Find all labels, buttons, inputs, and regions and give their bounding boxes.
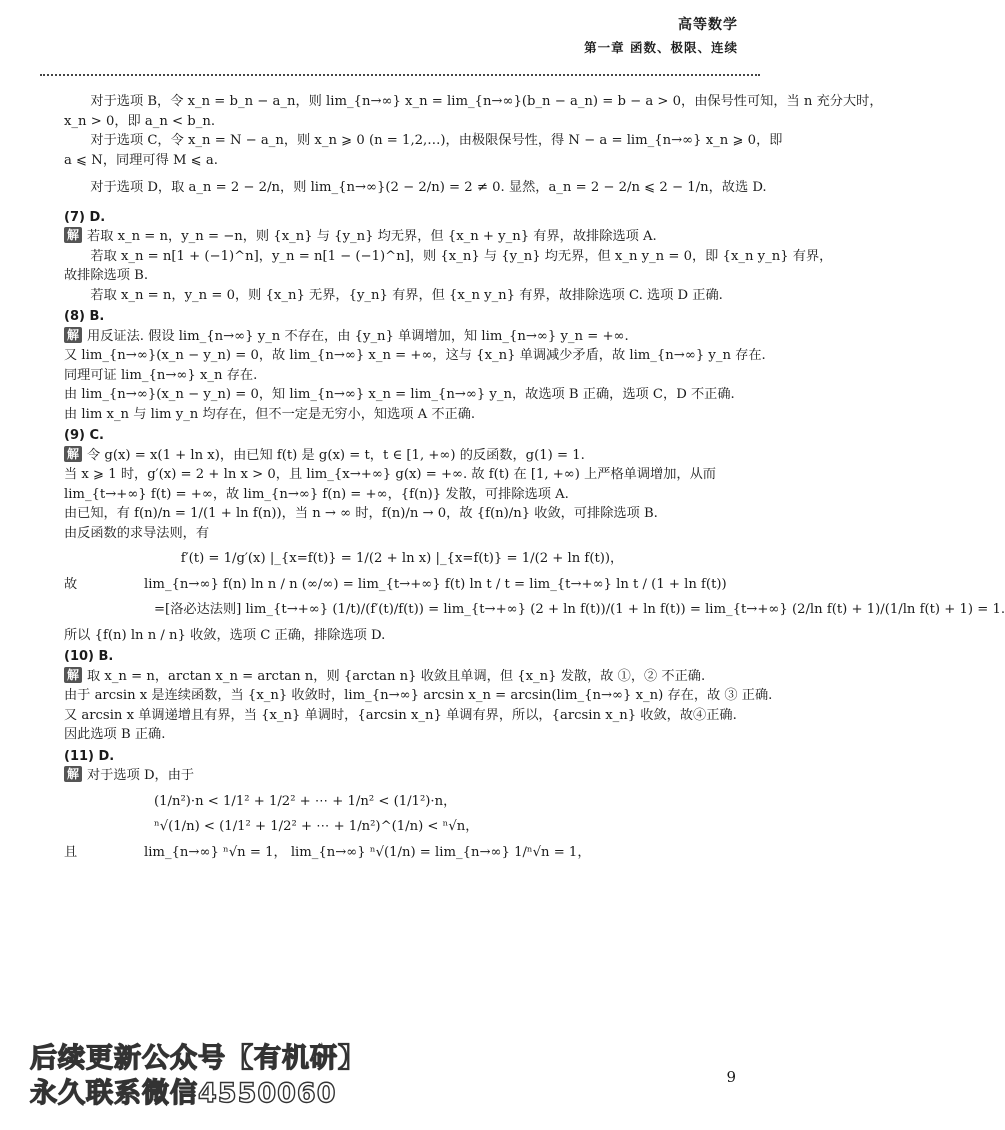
page-body [64,92,1005,862]
text-line: 若取 x_n = n，y_n = −n，则 {x_n} 与 {y_n} 均无界，但 {x_n + y_n} 有界，故排除选项 A. [87,229,657,244]
text-line: 对于选项 D，由于 [87,768,195,783]
text-line: 由于 arcsin x 是连续函数，当 {x_n} 收敛时，lim_{n→∞} arcsin x_n = arcsin(lim_{n→∞} x_n) 存在，故 ③ 正确. [64,688,773,703]
text-line: 若取 x_n = n[1 + (−1)^n]，y_n = n[1 − (−1)^n]，则 {x_n} 与 {y_n} 均无界，但 x_n y_n = 0，即 {x_n y_n} 有界， [90,248,833,264]
solution-badge: 解 [64,667,82,683]
book-title: 高等数学 [678,17,738,33]
answer-label-7: (7) D. [64,209,106,225]
page-number: 9 [726,1068,736,1086]
text-line: 所以 {f(n) ln n / n} 收敛，选项 C 正确，排除选项 D. [64,627,386,643]
text-line: 取 x_n = n，arctan x_n = arctan n，则 {arctan n} 收敛且单调，但 {x_n} 发散，故 ①，② 不正确. [87,668,706,684]
watermark-line-1: 后续更新公众号【有机研】 [30,1043,366,1074]
text-line: 对于选项 C，令 x_n = N − a_n，则 x_n ⩾ 0 (n = 1,2,…)，由极限保号性，得 N − a = lim_{n→∞} x_n ⩾ 0，即 [90,133,783,148]
chapter-title: 第一章 函数、极限、连续 [584,40,738,55]
text-line: 令 g(x) = x(1 + ln x)，由已知 f(t) 是 g(x) = t，t ∈ [1, +∞) 的反函数，g(1) = 1. [87,447,585,463]
equation: f′(t) = 1/g′(x) |_{x=f(t)} = 1/(2 + ln x) |_{x=f(t)} = 1/(2 + ln f(t))， [180,551,624,566]
text-line: 由 lim_{n→∞}(x_n − y_n) = 0，知 lim_{n→∞} x_n = lim_{n→∞} y_n，故选项 B 正确，选项 C，D 不正确. [64,387,735,402]
text-line: 由已知，有 f(n)/n = 1/(1 + ln f(n))，当 n → ∞ 时，f(n)/n → 0，故 {f(n)/n} 收敛，可排除选项 B. [64,506,658,521]
text-line: 用反证法. 假设 lim_{n→∞} y_n 不存在，由 {y_n} 单调增加，知 lim_{n→∞} y_n = +∞. [87,328,629,344]
text-line: 若取 x_n = n，y_n = 0，则 {x_n} 无界，{y_n} 有界，但 {x_n y_n} 有界，故排除选项 C. 选项 D 正确. [90,287,723,303]
text-line: 由反函数的求导法则，有 [64,525,210,541]
text-line: 由 lim x_n 与 lim y_n 均存在，但不一定是无穷小，知选项 A 不正确. [64,406,476,422]
text-line: 又 lim_{n→∞}(x_n − y_n) = 0，故 lim_{n→∞} x_n = +∞，这与 {x_n} 单调减少矛盾，故 lim_{n→∞} y_n 存在. [64,348,766,363]
text-line: a ⩽ N，同理可得 M ⩽ a. [64,152,218,168]
solution-badge: 解 [64,327,82,343]
answer-label-8: (8) B. [64,309,105,324]
answer-label-11: (11) D. [64,748,115,764]
text-line: 对于选项 B，令 x_n = b_n − a_n，则 lim_{n→∞} x_n = lim_{n→∞}(b_n − a_n) = b − a > 0，由保号性可知，当 n 充分大时， [90,94,883,109]
text-line: x_n > 0，即 a_n < b_n. [64,113,216,129]
equation: (1/n²)·n < 1/1² + 1/2² + ⋯ + 1/n² < (1/1²)·n， [154,793,457,809]
text-line: 又 arcsin x 单调递增且有界，当 {x_n} 单调时，{arcsin x_n} 单调有界，所以，{arcsin x_n} 收敛，故④正确. [64,707,737,723]
solution-badge: 解 [64,446,82,462]
text-line: 且 [64,844,78,860]
watermark-line-2: 永久联系微信4550060 [30,1078,337,1109]
answer-label-10: (10) B. [64,649,114,664]
text-line: 故排除选项 B. [64,268,149,283]
header-divider [40,74,760,76]
equation: ⁿ√(1/n) < (1/1² + 1/2² + ⋯ + 1/n²)^(1/n) < ⁿ√n， [154,819,479,834]
text-line: 故 [64,576,78,592]
equation: lim_{n→∞} f(n) ln n / n (∞/∞) = lim_{t→+∞} f(t) ln t / t = lim_{t→+∞} ln t / (1 + ln f(t)) [144,576,727,592]
text-line: 同理可证 lim_{n→∞} x_n 存在. [64,367,258,383]
equation: =[洛必达法则] lim_{t→+∞} (1/t)/(f′(t)/f(t)) = lim_{t→+∞} (2 + ln f(t))/(1 + ln f(t)) = lim_{t→+∞} (2/ln f(t) + 1)/(1/ln f(t) + 1) = 1. [154,602,1005,617]
text-line: lim_{t→+∞} f(t) = +∞，故 lim_{n→∞} f(n) = +∞，{f(n)} 发散，可排除选项 A. [64,486,569,502]
solution-badge: 解 [64,227,82,243]
text-line: 对于选项 D，取 a_n = 2 − 2/n，则 lim_{n→∞}(2 − 2/n) = 2 ≠ 0. 显然，a_n = 2 − 2/n ⩽ 2 − 1/n，故选 D. [90,180,767,195]
solution-badge: 解 [64,766,82,782]
equation: lim_{n→∞} ⁿ√n = 1， lim_{n→∞} ⁿ√(1/n) = lim_{n→∞} 1/ⁿ√n = 1， [144,844,591,860]
answer-label-9: (9) C. [64,428,104,443]
running-header [584,14,738,56]
text-line: 因此选项 B 正确. [64,727,166,742]
text-line: 当 x ⩾ 1 时，g′(x) = 2 + ln x > 0，且 lim_{x→+∞} g(x) = +∞. 故 f(t) 在 [1, +∞) 上严格单调增加，从而 [64,467,716,482]
